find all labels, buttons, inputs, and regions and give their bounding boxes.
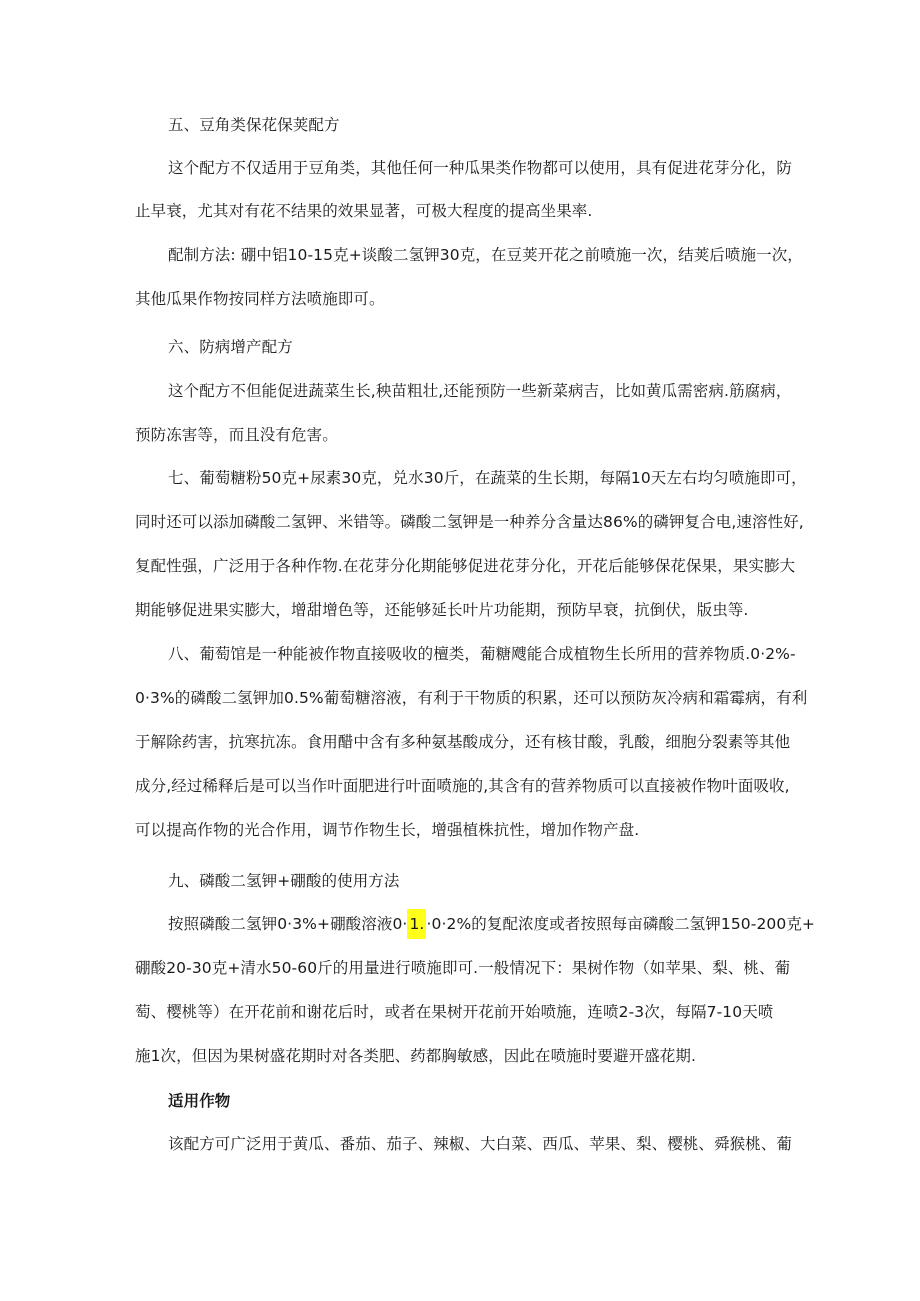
section-8-line-2: 0·3%的磷酸二氢钾加0.5%葡萄糖溶液，有利于干物质的积累，还可以预防灰冷病和霜霉病，有利 bbox=[135, 689, 808, 707]
section-9-line-2: 硼酸20-30克+清水50-60斤的用量进行喷施即可.一般情况下：果树作物（如苹果、梨、桃、葡 bbox=[135, 959, 791, 977]
section-5-paragraph-1-line-2: 止早衰，尤其对有花不结果的效果显著，可极大程度的提高坐果率. bbox=[135, 202, 593, 220]
section-5-paragraph-2-line-1: 配制方法: 硼中铝10-15克+谈酸二氢钾30克，在豆荚开花之前喷施一次，结荚后喷施一次， bbox=[168, 246, 803, 264]
section-9-heading: 九、磷酸二氢钾+硼酸的使用方法 bbox=[168, 872, 400, 890]
section-6-paragraph-line-2: 预防冻害等，而且没有危害。 bbox=[135, 426, 338, 444]
section-8-line-1: 八、葡萄馆是一种能被作物直接吸收的檀类，葡糖飕能合成植物生长所用的营养物质.0·2%- bbox=[168, 645, 796, 663]
section-7-line-2: 同时还可以添加磷酸二氢钾、米错等。磷酸二氢钾是一种养分含量达86%的磷钾复合电,速溶性好, bbox=[135, 513, 804, 531]
section-8-line-3: 于解除药害，抗寒抗冻。食用醋中含有多种氨基酸成分，还有核甘酸，乳酸，细胞分裂素等其他 bbox=[135, 733, 791, 751]
section-7-line-1: 七、葡萄糖粉50克+尿素30克，兑水30斤，在蔬菜的生长期，每隔10天左右均匀喷施即可， bbox=[168, 469, 807, 487]
section-6-paragraph-line-1: 这个配方不但能促进蔬菜生长,秧苗粗壮,还能预防一些新菜病吉，比如黄瓜需密病.筋腐病， bbox=[168, 382, 792, 400]
section-5-paragraph-2-line-2: 其他瓜果作物按同样方法喷施即可。 bbox=[135, 290, 385, 308]
highlighted-text: 1. bbox=[407, 909, 426, 939]
section-9-line-4: 施1次，但因为果树盛花期时对各类肥、药都胸敏感，因此在喷施时要避开盛花期. bbox=[135, 1047, 696, 1065]
section-8-line-5: 可以提高作物的光合作用，调节作物生长，增强植株抗性，增加作物产盘. bbox=[135, 821, 640, 839]
section-9-line-1 bbox=[168, 913, 815, 935]
section-5-paragraph-1-line-1: 这个配方不仅适用于豆角类，其他任何一种瓜果类作物都可以使用，具有促进花芽分化，防 bbox=[168, 159, 793, 177]
section-5-heading: 五、豆角类保花保荚配方 bbox=[168, 116, 340, 134]
section-9-line-1-start: 按照磷酸二氢钾0·3%+硼酸溶液0· bbox=[168, 915, 408, 933]
section-6-heading: 六、防病增产配方 bbox=[168, 338, 293, 356]
section-7-line-3: 复配性强，广泛用于各种作物.在花芽分化期能够促进花芽分化，开花后能够保花保果，果实膨大 bbox=[135, 557, 796, 575]
section-8-line-4: 成分,经过稀释后是可以当作叶面肥进行叶面喷施的,其含有的营养物质可以直接被作物叶面吸收, bbox=[135, 777, 790, 795]
section-7-line-4: 期能够促进果实膨大，增甜增色等，还能够延长叶片功能期，预防早衰，抗倒伏，版虫等. bbox=[135, 601, 749, 619]
crops-line-1: 该配方可广泛用于黄瓜、番茄、茄子、辣椒、大白菜、西瓜、苹果、梨、樱桃、舜猴桃、葡 bbox=[168, 1135, 793, 1153]
section-9-line-3: 萄、樱桃等）在开花前和谢花后时，或者在果树开花前开始喷施，连喷2-3次，每隔7-10天喷 bbox=[135, 1003, 774, 1021]
crops-heading: 适用作物 bbox=[168, 1092, 231, 1110]
section-9-line-1-end: ·0·2%的复配浓度或者按照每亩磷酸二氢钾150-200克+ bbox=[426, 915, 816, 933]
